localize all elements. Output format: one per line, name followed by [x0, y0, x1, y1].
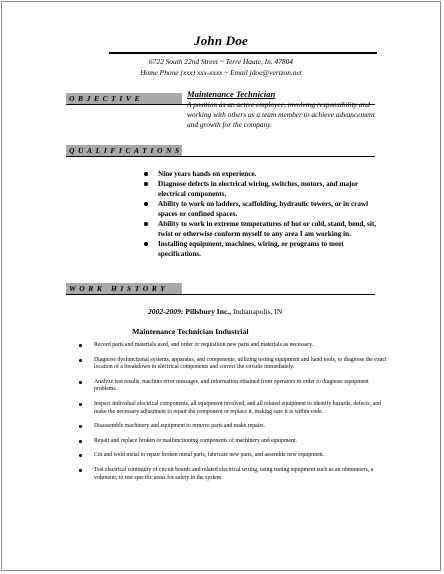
bullet-icon — [144, 172, 148, 176]
list-item: Diagnose defects in electrical wiring, switches, motors, and major electrical components. — [142, 179, 382, 199]
list-item: Cut and weld metal to repair broken metal parts, fabricate new parts, and assemble new equipment. — [78, 452, 388, 460]
list-item: Repair and replace broken or malfunctioning components of machinery and equipment. — [78, 438, 388, 446]
job-title: Maintenance Technician Industrial — [132, 327, 249, 336]
bullet-icon — [79, 440, 82, 443]
resume-page — [1, 1, 441, 571]
bullet-icon — [79, 454, 82, 457]
list-item: Nine years hands on experience. — [142, 169, 382, 179]
bullet-icon — [79, 403, 82, 406]
qualifications-list — [142, 169, 382, 259]
resume-name: John Doe — [194, 33, 248, 48]
header-rule — [109, 52, 377, 54]
list-item: Diagnose dysfunctional systems, apparatus, and components, utilizing testing equipment and hand tools, to diagnose the exact location of a breakdown in electrical components and correct the circuits immediately. — [78, 357, 388, 372]
bullet-icon — [144, 182, 148, 186]
work-history-divider — [66, 294, 375, 295]
address-line: 6722 South 22nd Street ~ Terre Haute, In. 47804 — [148, 57, 293, 66]
job-location: Indianapolis, IN — [233, 307, 283, 316]
job-dates: 2002-2009: — [148, 307, 184, 316]
bullet-icon — [79, 425, 82, 428]
list-item: Ability to work on ladders, scaffolding, hydraulic towers, or in crawl spaces or confined spaces. — [142, 199, 382, 219]
job-line — [148, 307, 282, 316]
bullet-icon — [79, 344, 82, 347]
list-item: Analyze test results, machine error messages, and information obtained from operators in order to diagnose equipment problems. — [78, 379, 388, 394]
bullet-icon — [79, 359, 82, 362]
list-item: Installing equipment, machines, wiring, or programs to meet specifications. — [142, 239, 382, 259]
bullet-icon — [79, 469, 82, 472]
objective-text: A position as an active employee, involving responsibility and working with others as a team member to achieve advancement and growth for the company. — [187, 100, 375, 129]
objective-title: Maintenance Technician — [187, 89, 276, 99]
list-item: Inspect individual electrical components, all equipment involved, and all related equipment to identify hazards, defects, and make the necessary adjustment to repair the component or replace it, making sure it is within code. — [78, 401, 388, 416]
list-item: Test electrical continuity of circuit boards and related electrical wiring, using testing equipment such as an ohmmeters, a voltmeter, to test specific areas for safety in the system. — [78, 467, 388, 482]
bullet-icon — [144, 202, 148, 206]
list-item: Record parts and materials used, and order or requisition new parts and materials as necessary. — [78, 342, 388, 350]
bullet-icon — [79, 381, 82, 384]
phone-email-line: Home Phone (xxx) xxx-xxxx ~ Email jdoe@verizon.net — [140, 68, 302, 77]
list-item: Disassemble machinery and equipment to remove parts and make repairs. — [78, 423, 388, 431]
objective-heading: OBJECTIVE — [66, 93, 182, 104]
bullet-icon — [144, 242, 148, 246]
qualifications-heading: QUALIFICATIONS — [66, 145, 182, 156]
work-history-heading: WORK HISTORY — [66, 283, 182, 294]
duties-list — [78, 342, 388, 489]
list-item: Ability to work in extreme temperatures of hot or cold, stand, bend, sit, twist or otherwise conform myself to any area I am working in. — [142, 219, 382, 239]
bullet-icon — [144, 222, 148, 226]
qualifications-divider — [66, 156, 375, 157]
job-company: Pillsbury Inc., — [185, 307, 232, 316]
